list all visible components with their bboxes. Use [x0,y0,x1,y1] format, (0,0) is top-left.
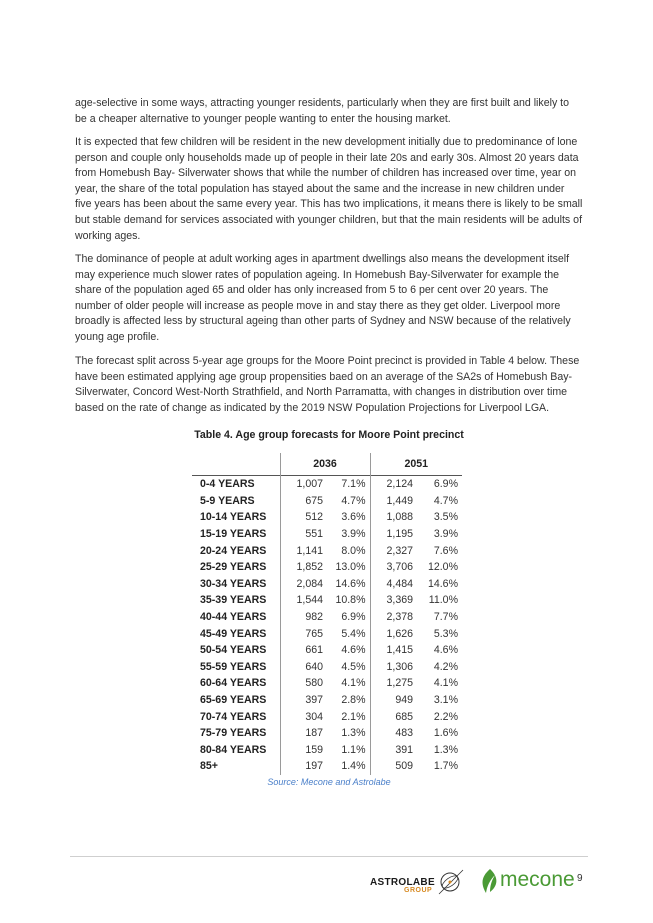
share-2051: 5.3% [433,627,458,640]
share-2036: 4.6% [341,644,366,657]
share-2051: 2.2% [433,710,458,723]
share-2051: 6.9% [433,478,458,491]
table-row [192,509,462,526]
share-2051: 4.2% [433,660,458,673]
share-2036: 14.6% [335,577,366,590]
age-group-label: 30-34 YEARS [200,577,267,590]
age-group-label: 85+ [200,760,218,773]
table-row [192,725,462,742]
count-2051: 1,275 [370,675,416,692]
table-row [192,758,462,775]
count-2036: 187 [280,725,326,742]
astrolabe-emblem-icon [436,867,466,897]
table-row [192,493,462,510]
table-row [192,526,462,543]
count-2036: 1,852 [280,559,326,576]
table-caption: Table 4. Age group forecasts for Moore Point precinct [194,429,464,441]
share-2036: 3.9% [341,528,366,541]
table-source: Source: Mecone and Astrolabe [267,777,391,787]
paragraph-3: The dominance of people at adult working ages in apartment dwellings also means the development itself may experience much slower rates of population ageing. In Homebush Bay-Silverwater for example the share of the population aged 65 and older has only increased from 5 to 6 per cent over 20 years. The number of older people will increase as people move in and stay there as they get older. Liverpool more broadly is affected less by structural ageing than other parts of Sydney and NSW because of the relatively young age profile. [75,253,571,343]
share-2051: 7.6% [433,544,458,557]
count-2051: 509 [370,758,416,775]
age-group-label: 50-54 YEARS [200,644,267,657]
share-2051: 4.6% [433,644,458,657]
mecone-leaf-icon [478,868,500,894]
count-2036: 580 [280,675,326,692]
table-row [192,576,462,593]
count-2036: 2,084 [280,576,326,593]
share-2051: 4.7% [433,494,458,507]
count-2051: 1,449 [370,493,416,510]
share-2036: 1.1% [341,743,366,756]
share-2051: 7.7% [433,611,458,624]
count-2036: 512 [280,509,326,526]
table-header-row [192,453,462,476]
share-2036: 3.6% [341,511,366,524]
age-group-label: 80-84 YEARS [200,743,267,756]
count-2051: 2,124 [370,476,416,493]
count-2036: 1,007 [280,476,326,493]
paragraph-1: age-selective in some ways, attracting younger residents, particularly when they are first built and likely to be a cheaper alternative to younger people wanting to enter the housing market. [75,97,570,125]
header-year-2036: 2036 [280,453,370,476]
count-2036: 397 [280,692,326,709]
table-row [192,476,462,493]
count-2051: 2,327 [370,542,416,559]
mecone-logo-text: mecone [500,868,575,891]
age-group-label: 10-14 YEARS [200,511,267,524]
share-2036: 4.1% [341,677,366,690]
page-number: 9 [577,873,583,884]
count-2036: 675 [280,493,326,510]
table-row [192,692,462,709]
paragraph-4: The forecast split across 5-year age groups for the Moore Point precinct is provided in Table 4 below. These have been estimated applying age group propensities baed on an average of the SA2s of Homebush Bay-Silverwater, Concord West-North Strathfield, and North Parramatta, with changes in distribution over time based on the rate of change as indicated by the 2019 NSW Population Projections for Liverpool LGA. [75,355,580,414]
age-group-label: 65-69 YEARS [200,694,267,707]
age-group-label: 40-44 YEARS [200,611,267,624]
count-2051: 4,484 [370,576,416,593]
table-row [192,742,462,759]
share-2051: 11.0% [428,594,458,607]
count-2036: 640 [280,659,326,676]
age-group-label: 20-24 YEARS [200,544,267,557]
share-2051: 1.6% [433,727,458,740]
share-2036: 6.9% [341,611,366,624]
share-2036: 2.1% [341,710,366,723]
age-group-label: 75-79 YEARS [200,727,267,740]
count-2036: 765 [280,625,326,642]
astrolabe-logo-subtext: GROUP [404,887,433,894]
age-group-label: 45-49 YEARS [200,627,267,640]
count-2051: 685 [370,708,416,725]
share-2036: 10.8% [335,594,366,607]
count-2051: 391 [370,742,416,759]
table-row [192,642,462,659]
table-row [192,625,462,642]
count-2036: 159 [280,742,326,759]
share-2036: 1.3% [341,727,366,740]
share-2051: 3.5% [433,511,458,524]
share-2036: 2.8% [341,694,366,707]
count-2051: 949 [370,692,416,709]
count-2036: 197 [280,758,326,775]
age-group-label: 15-19 YEARS [200,528,267,541]
age-group-label: 5-9 YEARS [200,494,255,507]
count-2051: 1,195 [370,526,416,543]
age-group-table [192,453,462,775]
age-group-label: 55-59 YEARS [200,660,267,673]
share-2036: 4.5% [341,660,366,673]
header-empty [192,453,280,476]
count-2051: 1,626 [370,625,416,642]
count-2051: 1,088 [370,509,416,526]
count-2051: 1,415 [370,642,416,659]
table-row [192,559,462,576]
share-2051: 4.1% [433,677,458,690]
count-2036: 551 [280,526,326,543]
share-2036: 7.1% [341,478,366,491]
share-2036: 4.7% [341,494,366,507]
count-2051: 2,378 [370,609,416,626]
age-group-label: 60-64 YEARS [200,677,267,690]
table-row [192,675,462,692]
table-row [192,542,462,559]
astrolabe-logo-text: ASTROLABE [370,877,435,888]
count-2051: 3,706 [370,559,416,576]
count-2051: 483 [370,725,416,742]
table-row [192,609,462,626]
share-2051: 14.6% [427,577,458,590]
count-2036: 1,544 [280,592,326,609]
age-group-label: 70-74 YEARS [200,710,267,723]
header-year-2051: 2051 [370,453,462,476]
age-group-label: 0-4 YEARS [200,478,255,491]
share-2036: 1.4% [341,760,366,773]
share-2036: 8.0% [341,544,366,557]
share-2036: 5.4% [341,627,366,640]
count-2036: 982 [280,609,326,626]
table-row [192,708,462,725]
count-2036: 1,141 [280,542,326,559]
astrolabe-logo [370,865,470,899]
age-group-label: 25-29 YEARS [200,561,267,574]
share-2051: 1.7% [433,760,458,773]
count-2036: 304 [280,708,326,725]
age-group-label: 35-39 YEARS [200,594,267,607]
mecone-logo [478,866,578,896]
table-row [192,592,462,609]
paragraph-2: It is expected that few children will be resident in the new development initially due to predominance of lone person and couple only households made up of people in their late 20s and early 30s. Almost 20 years data from Homebush Bay- Silverwater shows that while the number of children has increased over time, year on year, the share of the total population has stayed about the same and the increase in new children under five years has been about the same every year. This has two implications, it means there is likely to be small but stable demand for services associated with younger children, but that the main residents will be adults of working ages. [75,136,583,242]
share-2036: 13.0% [335,561,366,574]
share-2051: 12.0% [427,561,458,574]
table-row [192,659,462,676]
count-2051: 3,369 [370,592,416,609]
count-2036: 661 [280,642,326,659]
count-2051: 1,306 [370,659,416,676]
table-body [192,476,462,775]
footer-divider [70,856,588,857]
share-2051: 3.9% [433,528,458,541]
share-2051: 3.1% [433,694,458,707]
share-2051: 1.3% [433,743,458,756]
